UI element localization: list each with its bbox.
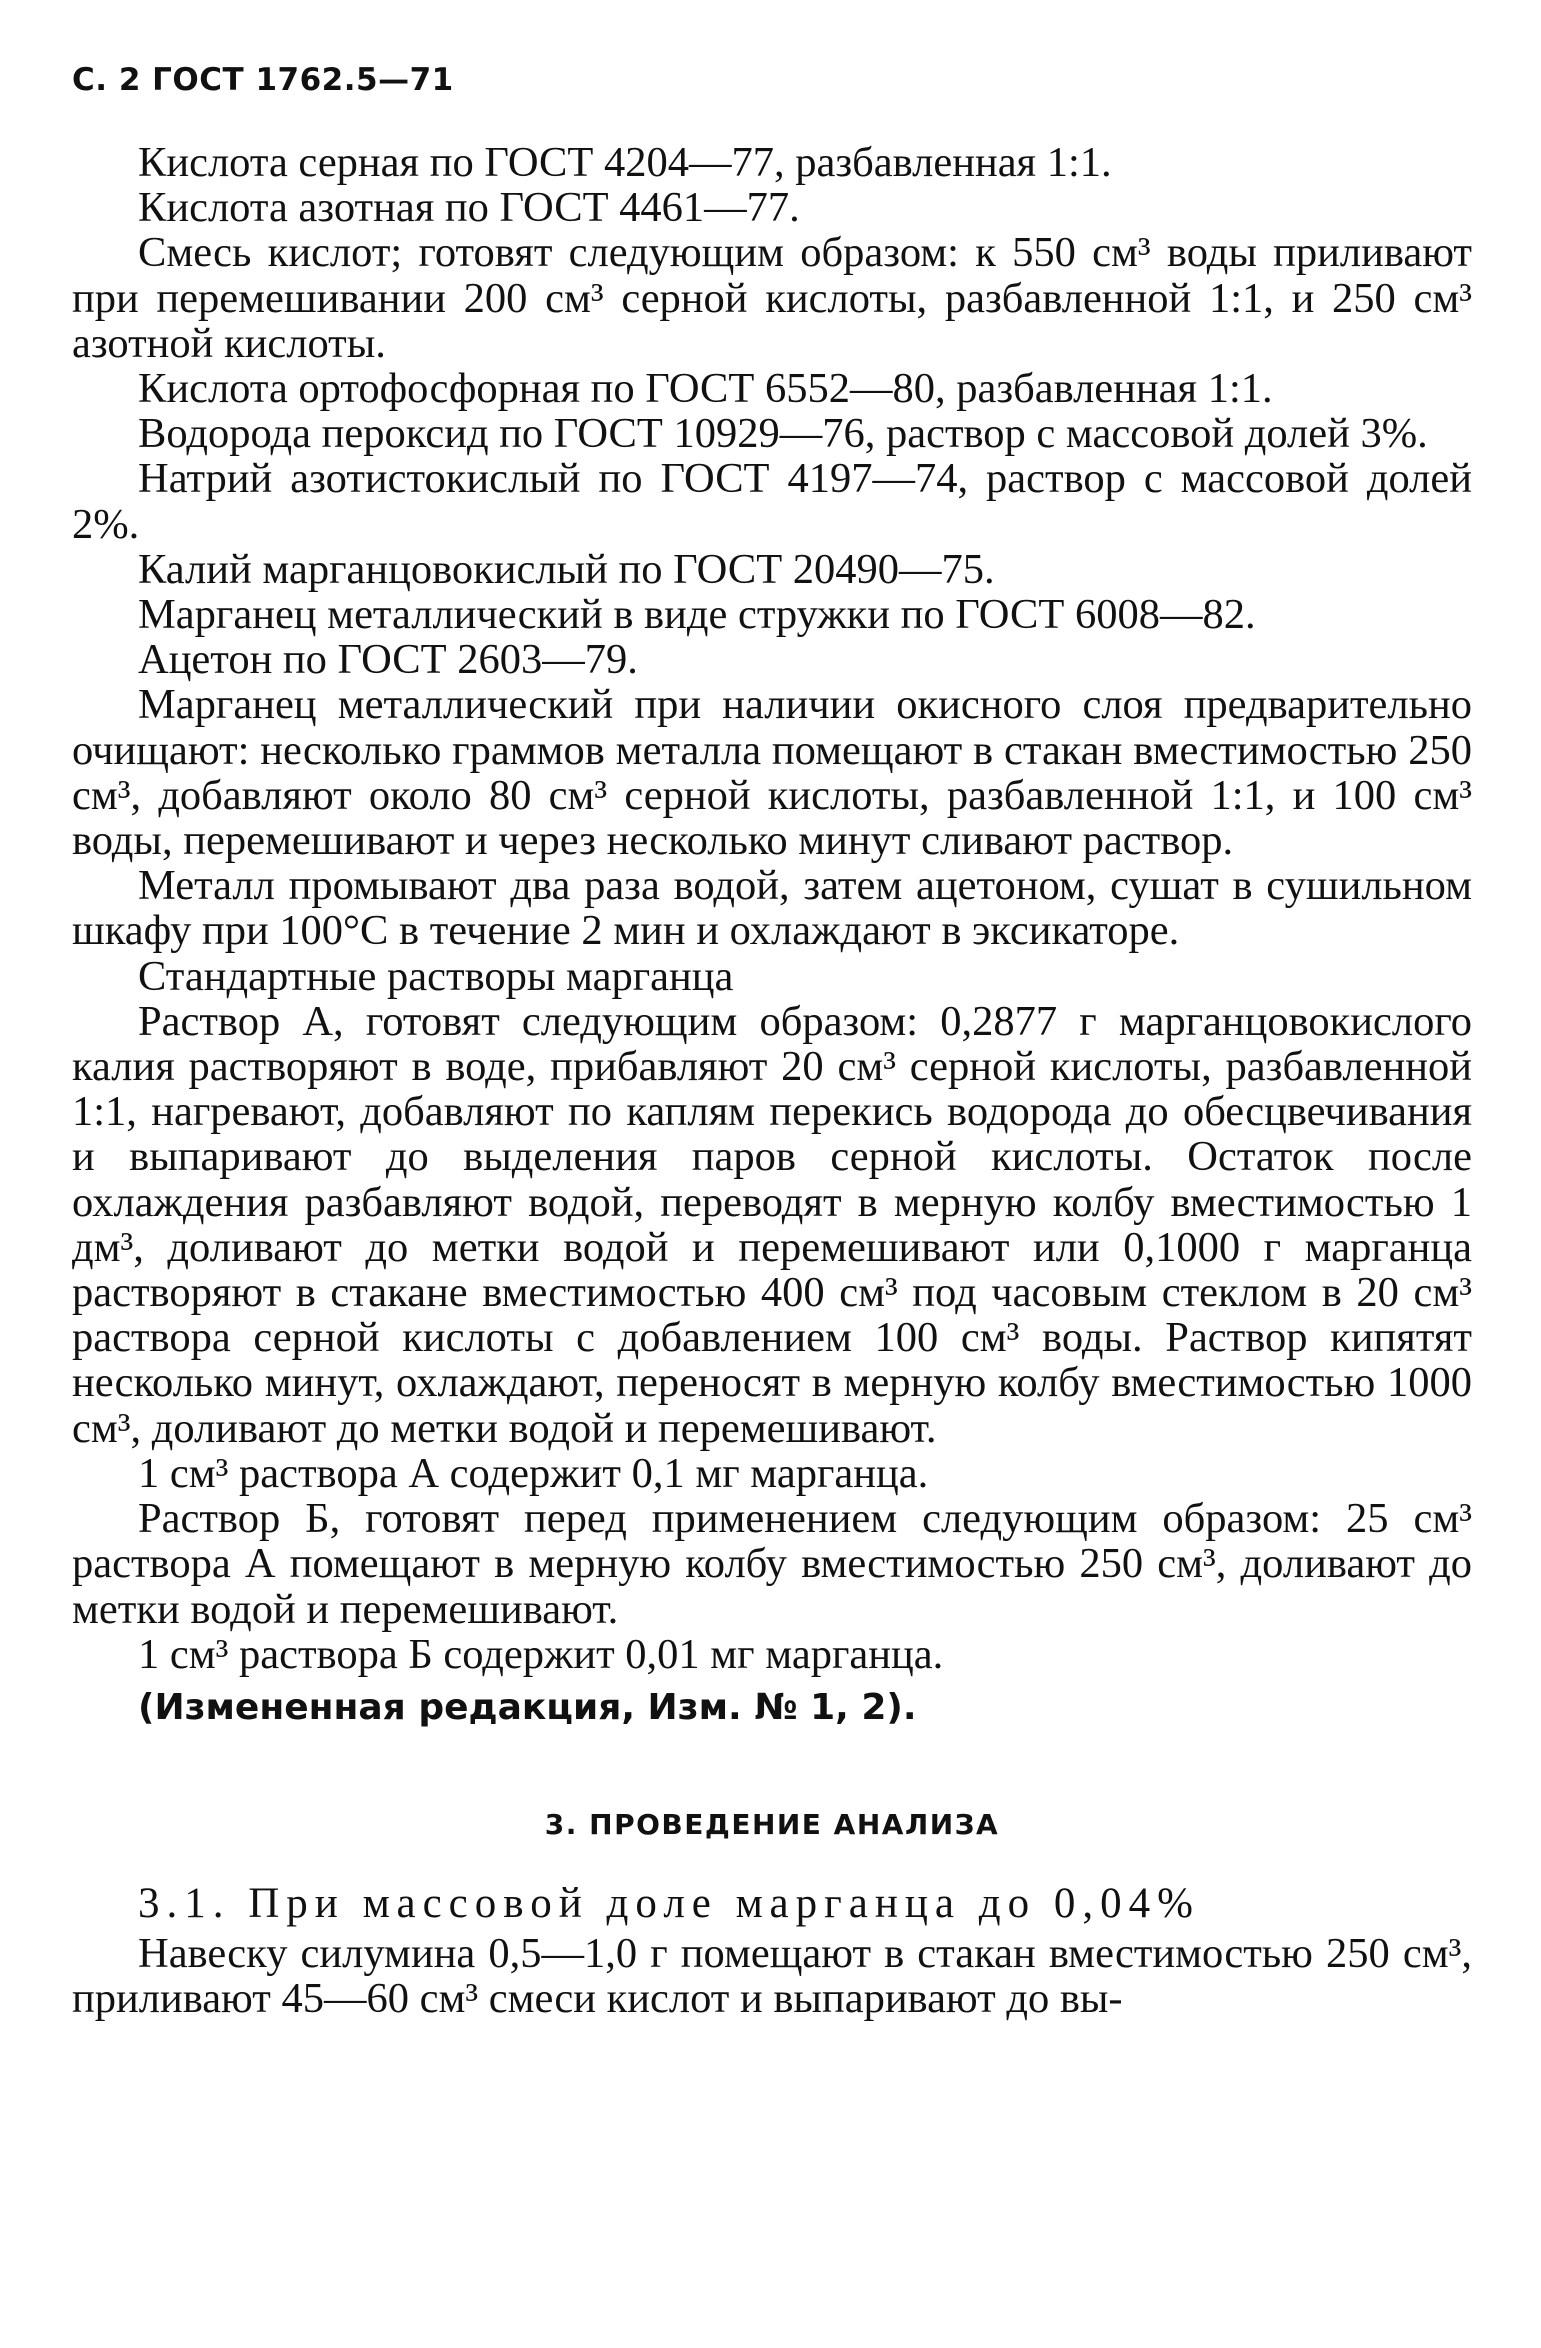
- paragraph-metal-washing: Металл промывают два раза водой, затем ацетоном, сушат в сушильном шкафу при 100°С в течение 2 мин и охлаждают в эксикаторе.: [72, 862, 1472, 955]
- paragraph-hydrogen-peroxide: Водорода пероксид по ГОСТ 10929—76, раствор с массовой долей 3%.: [138, 410, 1428, 458]
- paragraph-solution-a: Раствор А, готовят следующим образом: 0,2877 г марганцовокислого калия растворяют в воде, прибавляют 20 см³ серной кислоты, разбавленной 1:1, нагревают, добавляют по каплям перекись водорода до обесцвечивания и выпаривают до выделения паров серной кислоты. Остаток после охлаждения разбавляют водой, переводят в мерную колбу вместимостью 1 дм³, доливают до метки водой и перемешивают или 0,1000 г марганца растворяют в стакане вместимостью 400 см³ под часовым стеклом в 20 см³ раствора серной кислоты с добавлением 100 см³ воды. Раствор кипятят несколько минут, охлаждают, переносят в мерную колбу вместимостью 1000 см³, доливают до метки водой и перемешивают.: [72, 997, 1472, 1452]
- paragraph-nitric-acid: Кислота азотная по ГОСТ 4461—77.: [138, 184, 800, 232]
- paragraph-sulfuric-acid: Кислота серная по ГОСТ 4204—77, разбавленная 1:1.: [138, 139, 1112, 186]
- paragraph-solution-a-content: 1 см³ раствора А содержит 0,1 мг марганца.: [138, 1449, 929, 1497]
- paragraph-solution-b: Раствор Б, готовят перед применением следующим образом: 25 см³ раствора А помещают в мерную колбу вместимостью 250 см³, доливают до метки водой и перемешивают.: [72, 1495, 1472, 1633]
- amendment-note: (Измененная редакция, Изм. № 1, 2).: [138, 1686, 917, 1728]
- paragraph-phosphoric-acid: Кислота ортофосфорная по ГОСТ 6552—80, разбавленная 1:1.: [138, 365, 1273, 413]
- paragraph-acetone: Ацетон по ГОСТ 2603—79.: [138, 636, 638, 684]
- paragraph-solution-b-content: 1 см³ раствора Б содержит 0,01 мг марганца.: [138, 1630, 944, 1678]
- page-header: С. 2 ГОСТ 1762.5—71: [72, 62, 454, 98]
- paragraph-sodium-nitrite: Натрий азотистокислый по ГОСТ 4197—74, раствор с массовой долей 2%.: [72, 455, 1472, 548]
- document-body: [72, 140, 1472, 2021]
- paragraph-manganese-metal: Марганец металлический в виде стружки по ГОСТ 6008—82.: [138, 591, 1256, 639]
- paragraph-manganese-cleaning: Марганец металлический при наличии окисного слоя предварительно очищают: несколько граммов металла помещают в стакан вместимостью 250 см³, добавляют около 80 см³ серной кислоты, разбавленной 1:1, и 100 см³ воды, перемешивают и через несколько минут сливают раствор.: [72, 681, 1472, 865]
- paragraph-potassium-permanganate: Калий марганцовокислый по ГОСТ 20490—75.: [138, 545, 995, 593]
- paragraph-standard-solutions: Стандартные растворы марганца: [138, 952, 734, 1000]
- subsection-heading: 3.1. При массовой доле марганца до 0,04%: [138, 1880, 1200, 1928]
- paragraph-sample-preparation: Навеску силумина 0,5—1,0 г помещают в стакан вместимостью 250 см³, приливают 45—60 см³ смеси кислот и выпаривают до вы-: [72, 1929, 1472, 2022]
- paragraph-acid-mixture: Смесь кислот; готовят следующим образом: к 550 см³ воды приливают при перемешивании 200 см³ серной кислоты, разбавленной 1:1, и 250 см³ азотной кислоты.: [72, 229, 1472, 367]
- section-title: 3. ПРОВЕДЕНИЕ АНАЛИЗА: [544, 1808, 1000, 1842]
